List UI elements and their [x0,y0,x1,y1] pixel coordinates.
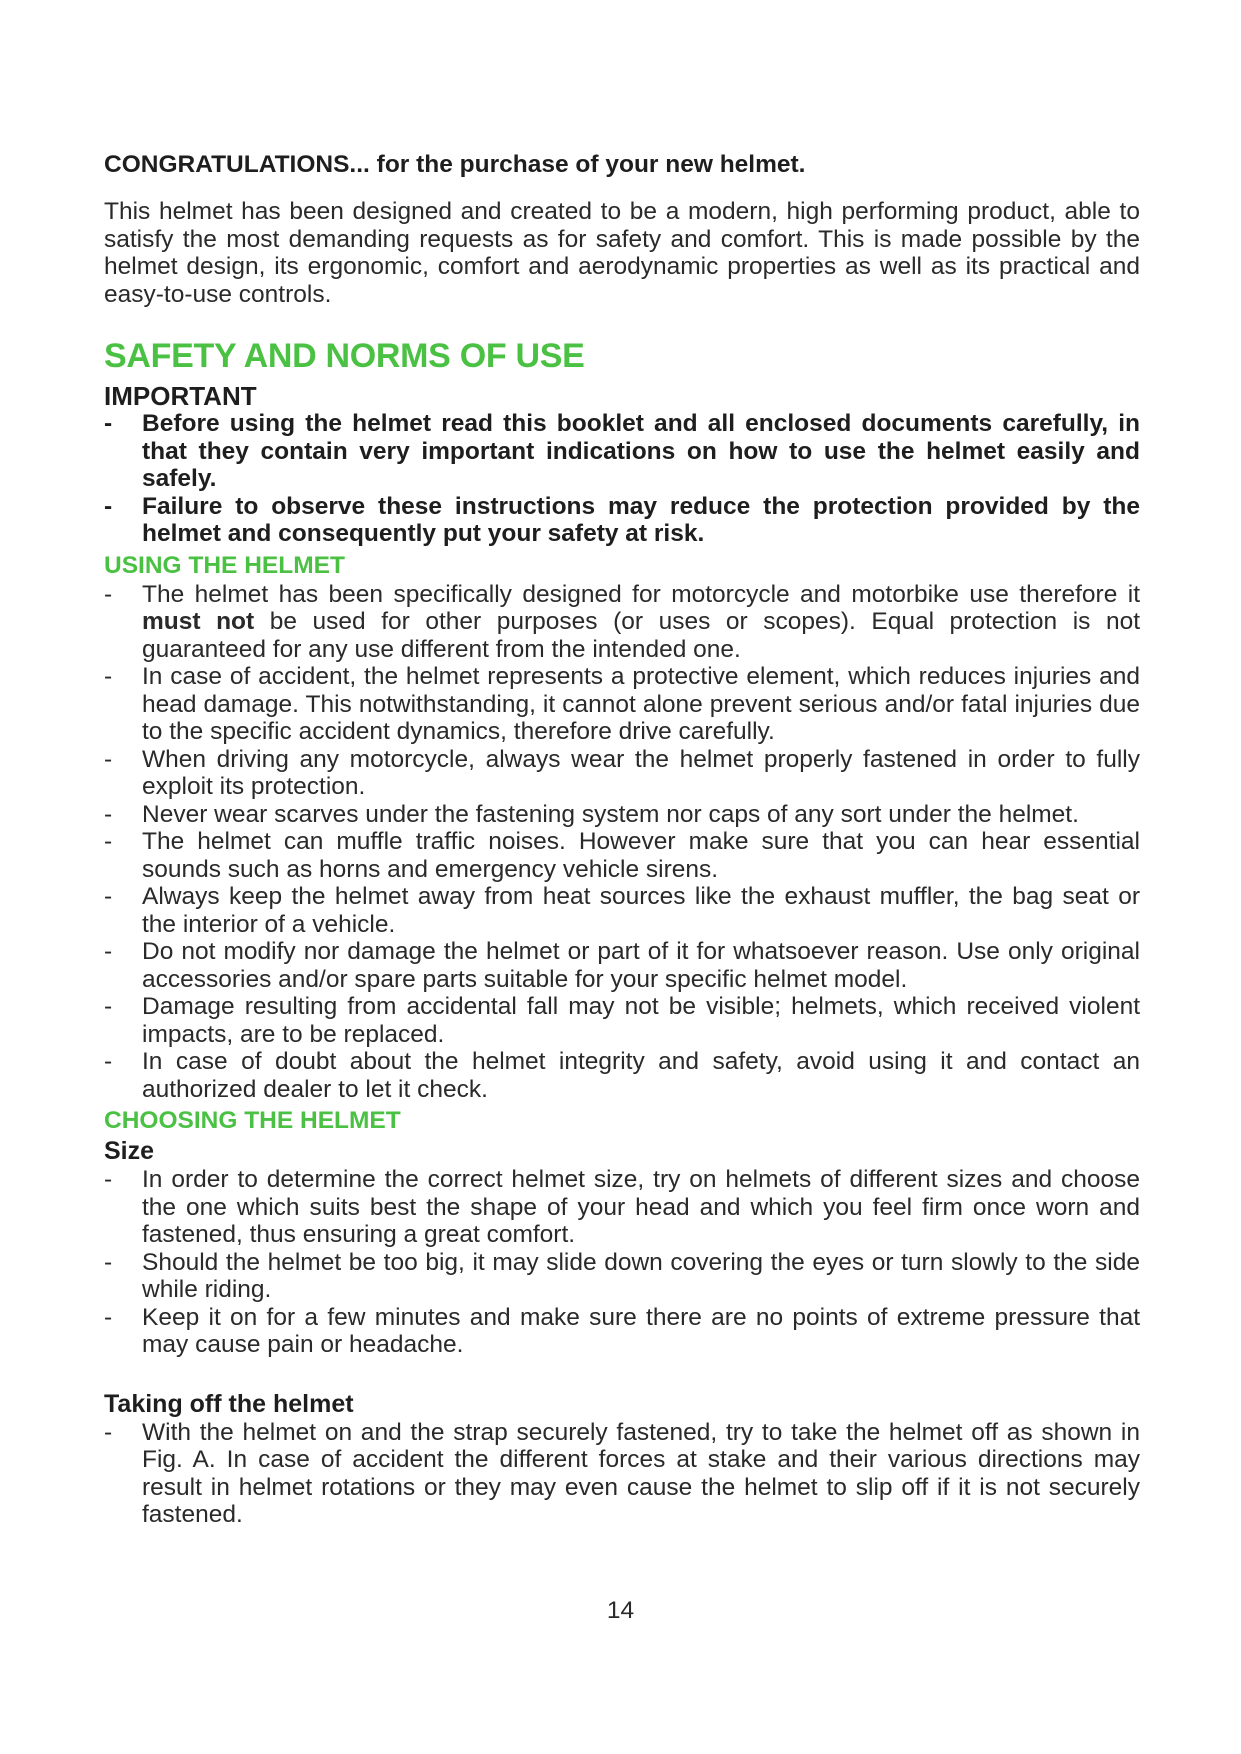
list-item: - The helmet can muffle traffic noises. However make sure that you can hear essential sounds such as horns and emergency vehicle sirens. [104,828,1140,883]
size-heading: Size [104,1137,155,1165]
important-list [104,410,1140,548]
congratulations-heading: CONGRATULATIONS... for the purchase of your new helmet. [104,151,806,178]
list-item [104,581,1140,664]
list-item-text: be used for other purposes (or uses or scopes). Equal protection is not guaranteed for any use different from the intended one. [142,608,1141,663]
choosing-helmet-heading: CHOOSING THE HELMET [104,1107,401,1134]
list-item: - Damage resulting from accidental fall may not be visible; helmets, which received violent impacts, are to be replaced. [104,993,1140,1048]
page-number: 14 [606,1597,635,1624]
safety-section-title: SAFETY AND NORMS OF USE [104,337,585,375]
size-list [104,1166,1140,1359]
list-item: - Always keep the helmet away from heat sources like the exhaust muffler, the bag seat or the interior of a vehicle. [104,883,1140,938]
list-item: - With the helmet on and the strap securely fastened, try to take the helmet off as shown in Fig. A. In case of accident the different forces at stake and their various directions may result in helmet rotations or they may even cause the helmet to slip off if it is not securely fastened. [104,1419,1140,1529]
list-item: - In case of doubt about the helmet integrity and safety, avoid using it and contact an authorized dealer to let it check. [104,1048,1140,1103]
intro-paragraph: This helmet has been designed and created to be a modern, high performing product, able to satisfy the most demanding requests as for safety and comfort. This is made possible by the helmet design, its ergonomic, comfort and aerodynamic properties as well as its practical and easy-to-use controls. [104,198,1140,308]
important-heading: IMPORTANT [104,381,257,411]
using-helmet-list [104,581,1140,1104]
emphasis-text: must not [142,608,255,635]
list-item-text: The helmet has been specifically designed for motorcycle and motorbike use therefore it [142,580,1140,608]
using-helmet-heading: USING THE HELMET [104,551,345,579]
manual-page-content [104,150,1140,1529]
list-item: - In order to determine the correct helmet size, try on helmets of different sizes and choose the one which suits best the shape of your head and which you feel firm once worn and fastened, thus ensuring a great comfort. [104,1166,1140,1249]
list-item: - Keep it on for a few minutes and make sure there are no points of extreme pressure that may cause pain or headache. [104,1304,1140,1359]
list-item: - Failure to observe these instructions may reduce the protection provided by the helmet and consequently put your safety at risk. [104,493,1140,548]
taking-off-heading: Taking off the helmet [104,1389,354,1418]
list-item: - Do not modify nor damage the helmet or part of it for whatsoever reason. Use only original accessories and/or spare parts suitable for your specific helmet model. [104,938,1140,993]
list-item: - In case of accident, the helmet represents a protective element, which reduces injuries and head damage. This notwithstanding, it cannot alone prevent serious and/or fatal injuries due to the specific accident dynamics, therefore drive carefully. [104,663,1140,746]
list-item: - When driving any motorcycle, always wear the helmet properly fastened in order to fully exploit its protection. [104,746,1140,801]
list-item: - Before using the helmet read this booklet and all enclosed documents carefully, in that they contain very important indications on how to use the helmet easily and safely. [104,410,1140,493]
list-item: - Should the helmet be too big, it may slide down covering the eyes or turn slowly to the side while riding. [104,1249,1140,1304]
list-item: - Never wear scarves under the fastening system nor caps of any sort under the helmet. [104,801,1140,829]
taking-off-list [104,1419,1140,1529]
